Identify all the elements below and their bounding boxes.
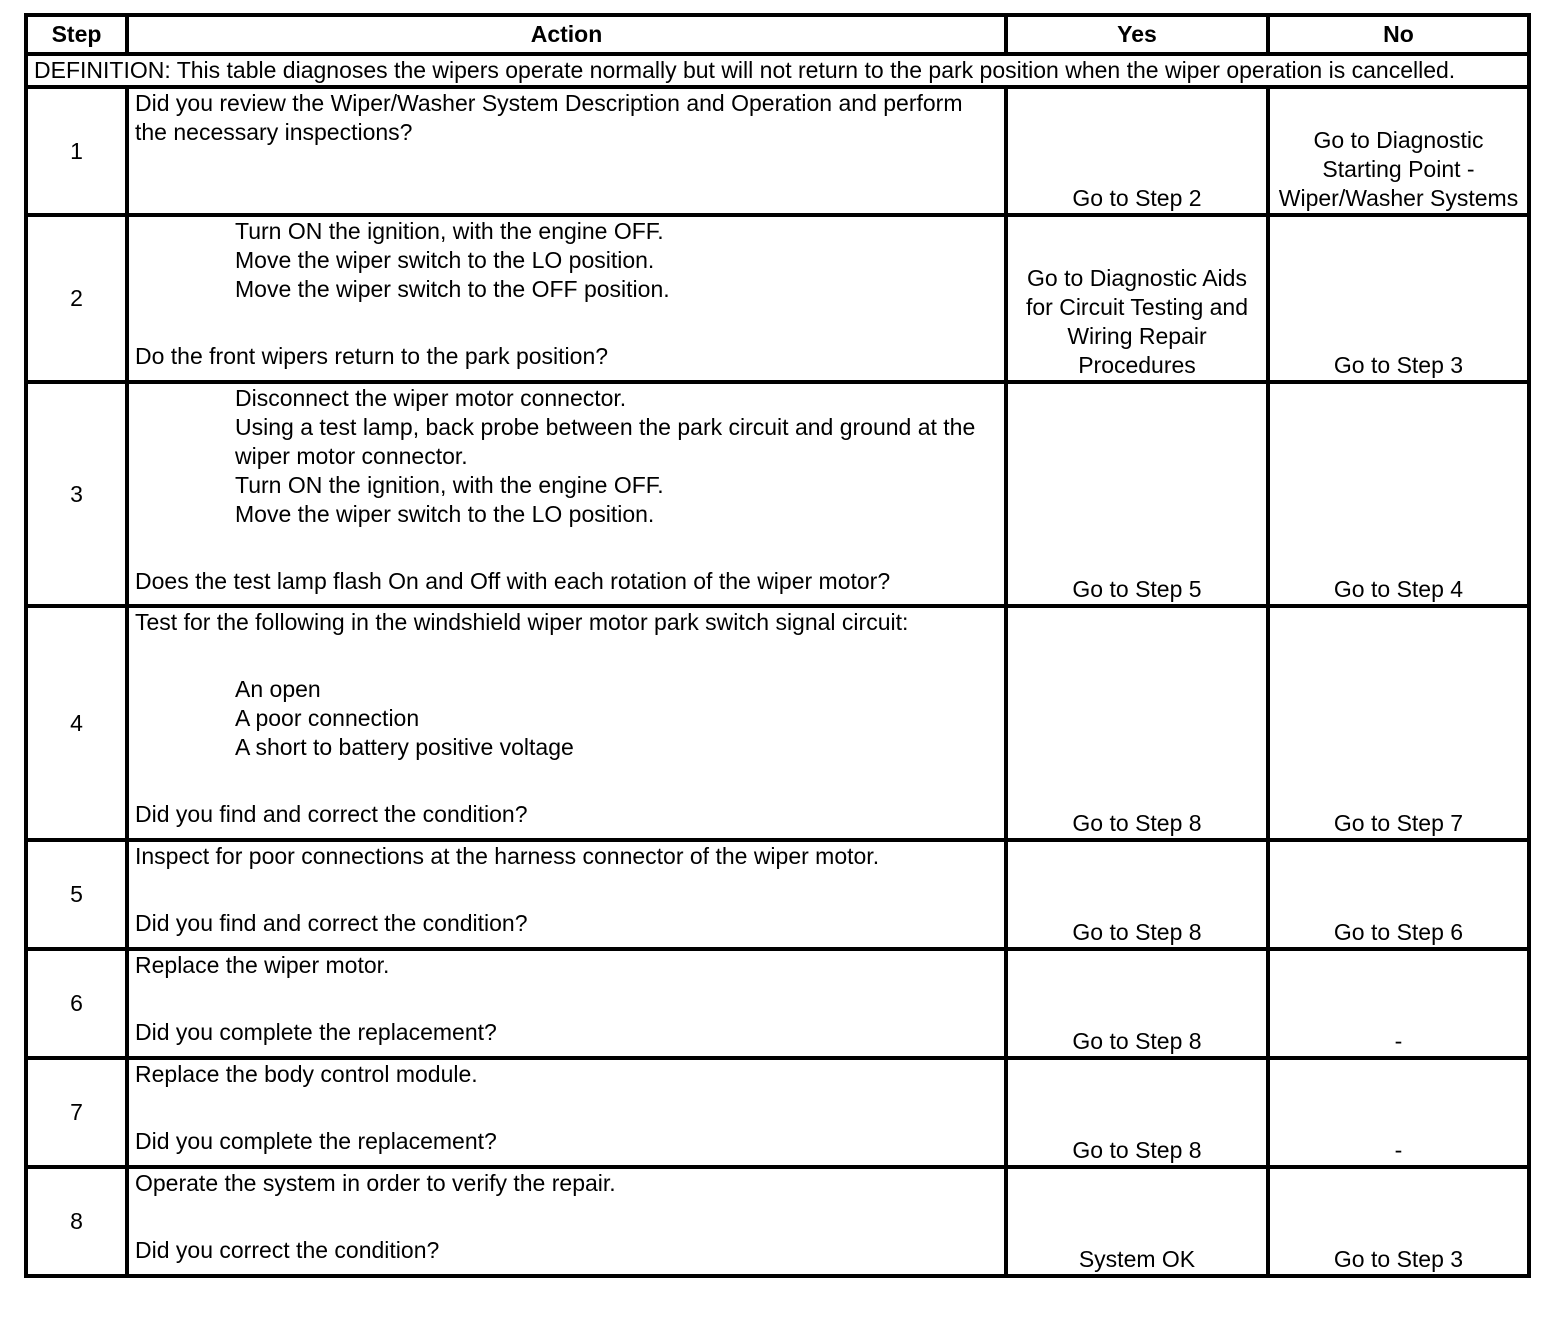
action-cell — [127, 1058, 1006, 1167]
table-row — [26, 840, 1529, 949]
action-intro: Operate the system in order to verify the repair. — [135, 1170, 616, 1196]
no-cell: Go to Step 3 — [1268, 1167, 1529, 1276]
step-number: 8 — [26, 1167, 127, 1276]
action-substep: Turn ON the ignition, with the engine OFF. — [235, 472, 664, 498]
action-substep: Turn ON the ignition, with the engine OFF. — [235, 218, 664, 244]
action-intro: Did you review the Wiper/Washer System Description and Operation and perform the necessary inspections? — [135, 90, 963, 145]
no-cell: - — [1268, 949, 1529, 1058]
action-cell — [127, 606, 1006, 840]
header-no: No — [1268, 15, 1529, 54]
definition-text: DEFINITION: This table diagnoses the wipers operate normally but will not return to the park position when the wiper operation is cancelled. — [26, 54, 1529, 87]
no-cell: Go to Diagnostic Starting Point - Wiper/Washer Systems — [1268, 87, 1529, 215]
action-substep: A poor connection — [235, 705, 420, 731]
table-row — [26, 1058, 1529, 1167]
yes-cell: Go to Step 8 — [1006, 1058, 1268, 1167]
action-question: Did you complete the replacement? — [135, 1128, 497, 1154]
step-number: 2 — [26, 215, 127, 382]
table-row — [26, 606, 1529, 840]
action-cell — [127, 949, 1006, 1058]
table-row — [26, 949, 1529, 1058]
header-step: Step — [26, 15, 127, 54]
step-number: 7 — [26, 1058, 127, 1167]
action-cell — [127, 840, 1006, 949]
table-row — [26, 215, 1529, 382]
step-number: 6 — [26, 949, 127, 1058]
yes-cell: Go to Diagnostic Aids for Circuit Testing and Wiring Repair Procedures — [1006, 215, 1268, 382]
table-row — [26, 382, 1529, 606]
action-question: Did you find and correct the condition? — [135, 910, 528, 936]
yes-cell: Go to Step 8 — [1006, 949, 1268, 1058]
step-number: 5 — [26, 840, 127, 949]
header-row — [26, 15, 1529, 54]
table-row — [26, 1167, 1529, 1276]
step-number: 4 — [26, 606, 127, 840]
action-cell — [127, 87, 1006, 215]
action-substep: Move the wiper switch to the OFF position. — [235, 276, 670, 302]
action-substep: Move the wiper switch to the LO position. — [235, 247, 655, 273]
action-cell — [127, 215, 1006, 382]
diagnostic-table — [24, 13, 1531, 1278]
action-question: Did you complete the replacement? — [135, 1019, 497, 1045]
action-cell — [127, 1167, 1006, 1276]
action-intro: Inspect for poor connections at the harness connector of the wiper motor. — [135, 843, 880, 869]
no-cell: Go to Step 7 — [1268, 606, 1529, 840]
action-cell — [127, 382, 1006, 606]
header-yes: Yes — [1006, 15, 1268, 54]
no-cell: - — [1268, 1058, 1529, 1167]
no-cell: Go to Step 4 — [1268, 382, 1529, 606]
yes-cell: Go to Step 8 — [1006, 840, 1268, 949]
action-substep: A short to battery positive voltage — [235, 734, 574, 760]
action-question: Did you find and correct the condition? — [135, 801, 528, 827]
step-number: 3 — [26, 382, 127, 606]
action-substep: Using a test lamp, back probe between the park circuit and ground at the wiper motor connector. — [235, 414, 976, 469]
step-number: 1 — [26, 87, 127, 215]
action-question: Did you correct the condition? — [135, 1237, 440, 1263]
action-question: Do the front wipers return to the park position? — [135, 343, 609, 369]
action-substep: Move the wiper switch to the LO position. — [235, 501, 655, 527]
action-substep: Disconnect the wiper motor connector. — [235, 385, 627, 411]
no-cell: Go to Step 6 — [1268, 840, 1529, 949]
action-intro: Replace the wiper motor. — [135, 952, 390, 978]
definition-row — [26, 54, 1529, 87]
action-substep: An open — [235, 676, 321, 702]
action-intro: Test for the following in the windshield wiper motor park switch signal circuit: — [135, 609, 909, 635]
yes-cell: Go to Step 5 — [1006, 382, 1268, 606]
yes-cell: System OK — [1006, 1167, 1268, 1276]
no-cell: Go to Step 3 — [1268, 215, 1529, 382]
yes-cell: Go to Step 8 — [1006, 606, 1268, 840]
yes-cell: Go to Step 2 — [1006, 87, 1268, 215]
action-question: Does the test lamp flash On and Off with each rotation of the wiper motor? — [135, 568, 891, 594]
header-action: Action — [127, 15, 1006, 54]
table-row — [26, 87, 1529, 215]
action-intro: Replace the body control module. — [135, 1061, 478, 1087]
